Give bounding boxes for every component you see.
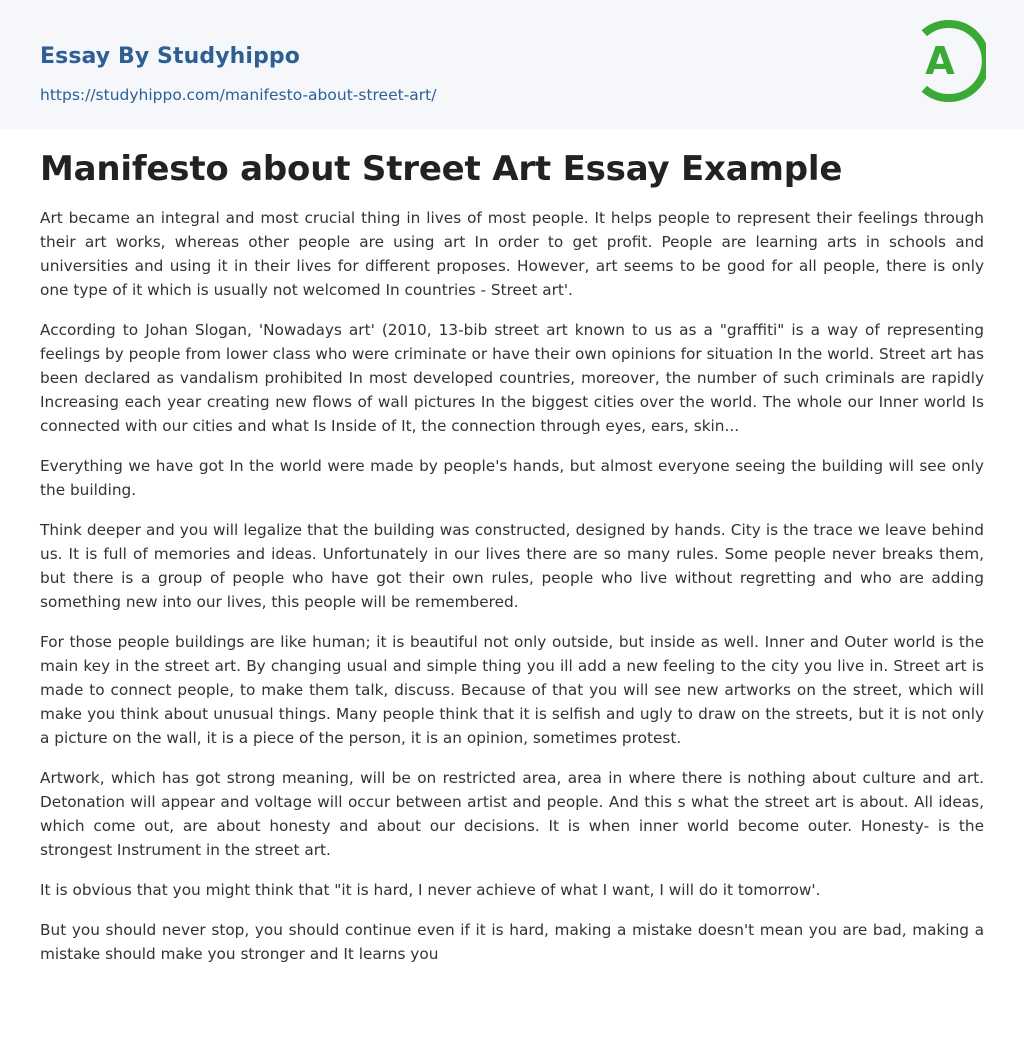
essay-body xyxy=(40,206,984,966)
essay-paragraph: Everything we have got In the world were made by people's hands, but almost everyone seeing the building will see only the building. xyxy=(40,457,984,499)
essay-paragraph: But you should never stop, you should continue even if it is hard, making a mistake doesn't mean you are bad, making a mistake should make you stronger and It learns you xyxy=(40,921,984,963)
essay-content xyxy=(0,149,1024,966)
logo-letter: A xyxy=(925,39,955,83)
essay-paragraph: Think deeper and you will legalize that the building was constructed, designed by hands. City is the trace we leave behind us. It is full of memories and ideas. Unfortunately in our lives there are so many rules. Some people never breaks them, but there is a group of people who have got their own rules, people who live without regretting and who are adding something new into our lives, this people will be remembered. xyxy=(40,521,984,611)
essay-paragraph: For those people buildings are like human; it is beautiful not only outside, but inside as well. Inner and Outer world is the main key in the street art. By changing usual and simple thing you ill add a new feeling to the city you live in. Street art is made to connect people, to make them talk, discuss. Because of that you will see new artworks on the street, which will make you think about unusual things. Many people think that it is selfish and ugly to draw on the streets, but it is not only a picture on the wall, it is a piece of the person, it is an opinion, sometimes protest. xyxy=(40,633,984,747)
essay-paragraph: Artwork, which has got strong meaning, will be on restricted area, area in where there is nothing about culture and art. Detonation will appear and voltage will occur between artist and people. And this s what the street art is about. All ideas, which come out, are about honesty and about our decisions. It is when inner world become outer. Honesty- is the strongest Instrument in the street art. xyxy=(40,769,984,859)
page-url-link[interactable]: https://studyhippo.com/manifesto-about-street-art/ xyxy=(40,86,437,104)
site-header xyxy=(0,0,1024,129)
essay-paragraph: According to Johan Slogan, 'Nowadays art' (2010, 13-bib street art known to us as a "graffiti" is a way of representing feelings by people from lower class who were criminate or have their own opinions for situation In the world. Street art has been declared as vandalism prohibited In most developed countries, moreover, the number of such criminals are rapidly Increasing each year creating new flows of wall pictures In the biggest cities over the world. The whole our Inner world Is connected with our cities and what Is Inside of It, the connection through eyes, ears, skin... xyxy=(40,321,984,435)
page-title: Manifesto about Street Art Essay Example xyxy=(40,149,843,189)
essay-paragraph: It is obvious that you might think that "it is hard, I never achieve of what I want, I will do it tomorrow'. xyxy=(40,881,821,899)
studyhippo-logo-icon[interactable] xyxy=(914,18,986,104)
site-brand[interactable]: Essay By Studyhippo xyxy=(40,44,300,69)
essay-paragraph: Art became an integral and most crucial thing in lives of most people. It helps people to represent their feelings through their art works, whereas other people are using art In order to get profit. People are learning arts in schools and universities and using it in their lives for different proposes. However, art seems to be good for all people, there is only one type of it which is usually not welcomed In countries - Street art'. xyxy=(40,209,984,299)
